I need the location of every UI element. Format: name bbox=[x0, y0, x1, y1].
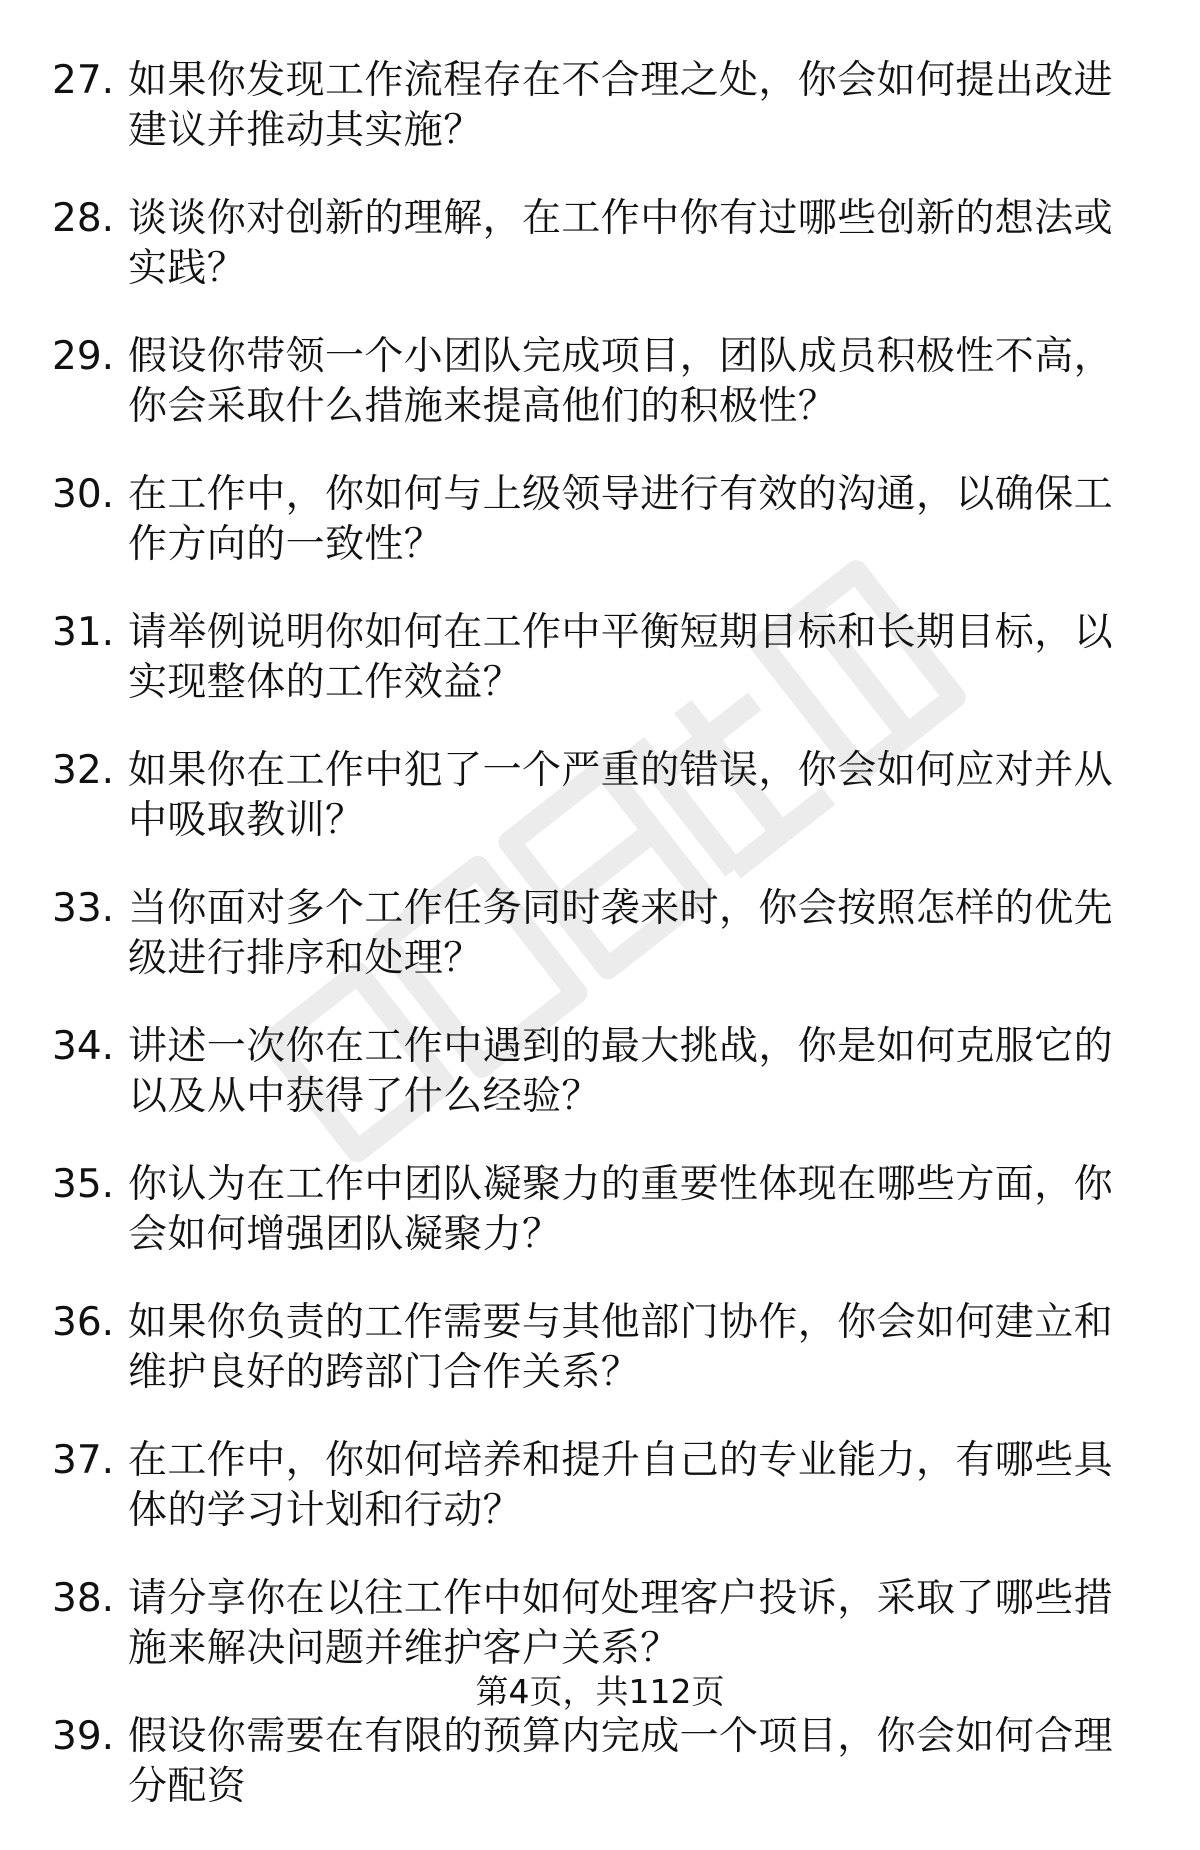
question-item bbox=[0, 1160, 1200, 1260]
question-item bbox=[0, 1712, 1200, 1812]
question-text: 当你面对多个工作任务同时袭来时，你会按照怎样的优先级进行排序和处理？ bbox=[128, 886, 1114, 981]
question-number: 31. bbox=[52, 610, 115, 655]
question-text: 在工作中，你如何培养和提升自己的专业能力，有哪些具体的学习计划和行动？ bbox=[128, 1438, 1114, 1533]
question-item bbox=[0, 56, 1200, 156]
question-item bbox=[0, 194, 1200, 294]
question-number: 34. bbox=[52, 1024, 115, 1069]
question-text: 请举例说明你如何在工作中平衡短期目标和长期目标，以实现整体的工作效益？ bbox=[128, 610, 1114, 705]
question-item bbox=[0, 746, 1200, 846]
question-text: 如果你在工作中犯了一个严重的错误，你会如何应对并从中吸取教训？ bbox=[128, 748, 1114, 843]
question-number: 33. bbox=[52, 886, 115, 931]
question-text: 如果你负责的工作需要与其他部门协作，你会如何建立和维护良好的跨部门合作关系？ bbox=[128, 1300, 1114, 1395]
question-item bbox=[0, 1298, 1200, 1398]
question-text: 谈谈你对创新的理解，在工作中你有过哪些创新的想法或实践？ bbox=[128, 196, 1114, 291]
question-number: 37. bbox=[52, 1438, 115, 1483]
question-item bbox=[0, 884, 1200, 984]
question-number: 39. bbox=[52, 1714, 115, 1759]
question-item bbox=[0, 470, 1200, 570]
question-text: 假设你需要在有限的预算内完成一个项目，你会如何合理分配资 bbox=[128, 1714, 1114, 1809]
question-text: 在工作中，你如何与上级领导进行有效的沟通，以确保工作方向的一致性？ bbox=[128, 472, 1114, 567]
question-list bbox=[0, 56, 1200, 1850]
question-text: 假设你带领一个小团队完成项目，团队成员积极性不高，你会采取什么措施来提高他们的积极性？ bbox=[128, 334, 1114, 429]
question-item bbox=[0, 608, 1200, 708]
question-number: 30. bbox=[52, 472, 115, 517]
question-text: 如果你发现工作流程存在不合理之处，你会如何提出改进建议并推动其实施？ bbox=[128, 58, 1114, 153]
question-number: 38. bbox=[52, 1576, 115, 1621]
question-item bbox=[0, 1022, 1200, 1122]
question-number: 36. bbox=[52, 1300, 115, 1345]
question-text: 请分享你在以往工作中如何处理客户投诉，采取了哪些措施来解决问题并维护客户关系？ bbox=[128, 1576, 1114, 1671]
question-number: 29. bbox=[52, 334, 115, 379]
question-item bbox=[0, 1436, 1200, 1536]
question-number: 28. bbox=[52, 196, 115, 241]
question-number: 35. bbox=[52, 1162, 115, 1207]
question-number: 32. bbox=[52, 748, 115, 793]
question-number: 27. bbox=[52, 58, 115, 103]
question-item bbox=[0, 332, 1200, 432]
question-text: 你认为在工作中团队凝聚力的重要性体现在哪些方面，你会如何增强团队凝聚力？ bbox=[128, 1162, 1114, 1257]
question-text: 讲述一次你在工作中遇到的最大挑战，你是如何克服它的以及从中获得了什么经验？ bbox=[128, 1024, 1114, 1119]
page-footer: 第4页，共112页 bbox=[475, 1672, 725, 1711]
question-item bbox=[0, 1574, 1200, 1674]
